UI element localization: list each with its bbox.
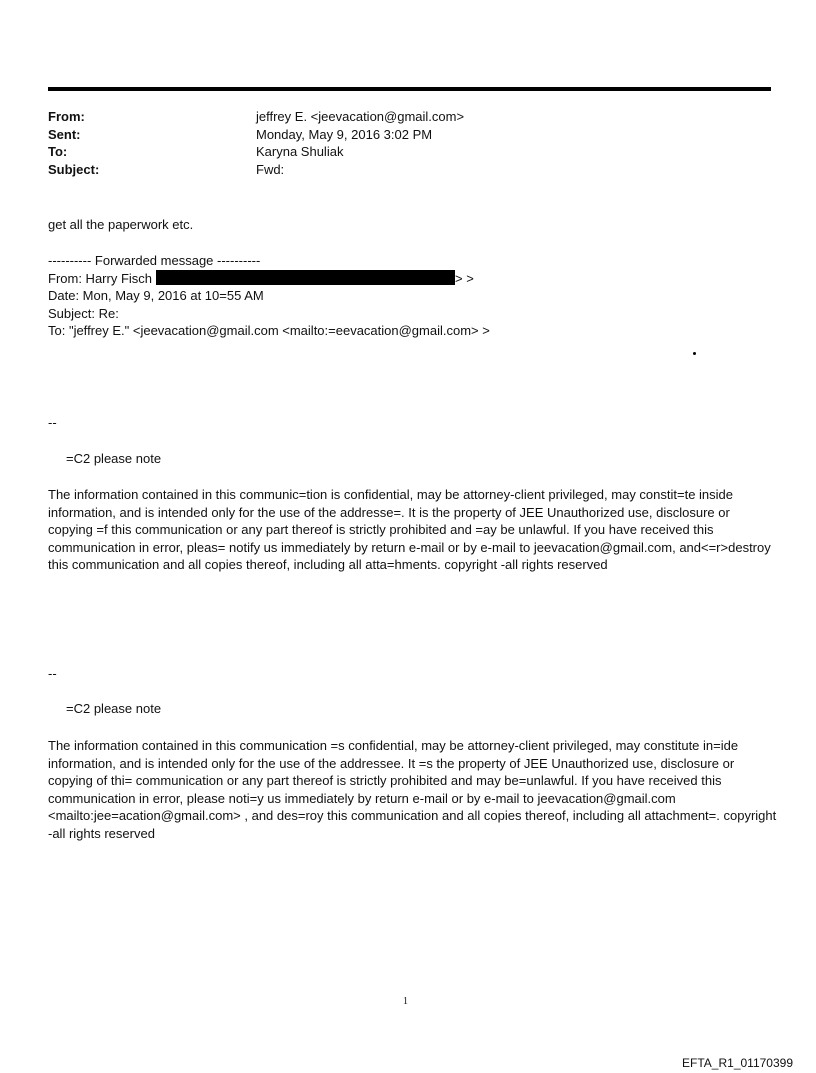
note-1: =C2 please note — [66, 451, 162, 466]
sent-label: Sent: — [48, 126, 81, 142]
from-row — [48, 108, 464, 126]
page-number: 1 — [403, 996, 408, 1007]
subject-label: Subject: — [48, 161, 100, 177]
fwd-from-prefix: From: Harry Fisch — [48, 270, 152, 286]
fwd-date: Date: Mon, May 9, 2016 at 10=55 AM — [48, 288, 264, 303]
sent-value: Monday, May 9, 2016 3:02 PM — [256, 126, 433, 142]
fwd-subject: Subject: Re: — [48, 305, 119, 321]
note-2: =C2 please note — [66, 701, 162, 716]
fwd-from-line — [48, 270, 778, 288]
from-label: From: — [48, 109, 85, 124]
subject-row — [48, 161, 464, 179]
forward-divider: ---------- Forwarded message ---------- — [48, 253, 261, 268]
to-value: Karyna Shuliak — [256, 144, 344, 159]
disclaimer-1-text: The information contained in this communic=tion is confidential, may be attorney-client privileged, may constit=te inside information, and is intended only for the use of the addresse=. It is the property of JEE Unauthorized use, disclosure or copying =f this communication or any part thereof is strictly prohibited and =ay be unlawful. If you have received this communication in error, pleas= notify us immediately by return e-mail or by e-mail to jeevacation@gmail.com, and<=r>destroy this communication and all copies thereof, including all atta=hments. copyright -all rights reserved — [48, 487, 771, 572]
email-header — [48, 108, 464, 178]
fwd-from-suffix: > > — [455, 270, 474, 286]
document-id: EFTA_R1_01170399 — [682, 1056, 793, 1070]
forwarded-message — [48, 252, 778, 340]
fwd-to: To: "jeffrey E." <jeevacation@gmail.com <mailto:=eevacation@gmail.com> > — [48, 323, 490, 338]
stray-dot — [693, 352, 696, 355]
subject-value: Fwd: — [256, 161, 285, 177]
header-rule — [48, 87, 771, 91]
separator-1: -- — [48, 415, 57, 430]
sent-row — [48, 126, 464, 144]
separator-2: -- — [48, 666, 57, 681]
disclaimer-2-text: The information contained in this communication =s confidential, may be attorney-client privileged, may constitute in=ide information, and is intended only for the use of the addressee. It =s the property of JEE Unauthorized use, disclosure or copying of thi= communication or any part thereof is strictly prohibited and may be=unlawful. If you have received this communication in error, please noti=y us immediately by return e-mail or by e-mail to jeevacation@gmail.com <mailto:jee=acation@gmail.com> , and des=roy this communication and all copies thereof, including all attachment=. copyright -all rights reserved — [48, 738, 777, 841]
to-label: To: — [48, 144, 68, 159]
to-row — [48, 143, 464, 161]
from-value: jeffrey E. <jeevacation@gmail.com> — [256, 109, 465, 124]
redaction-block — [156, 270, 455, 285]
intro-text: get all the paperwork etc. — [48, 217, 194, 232]
